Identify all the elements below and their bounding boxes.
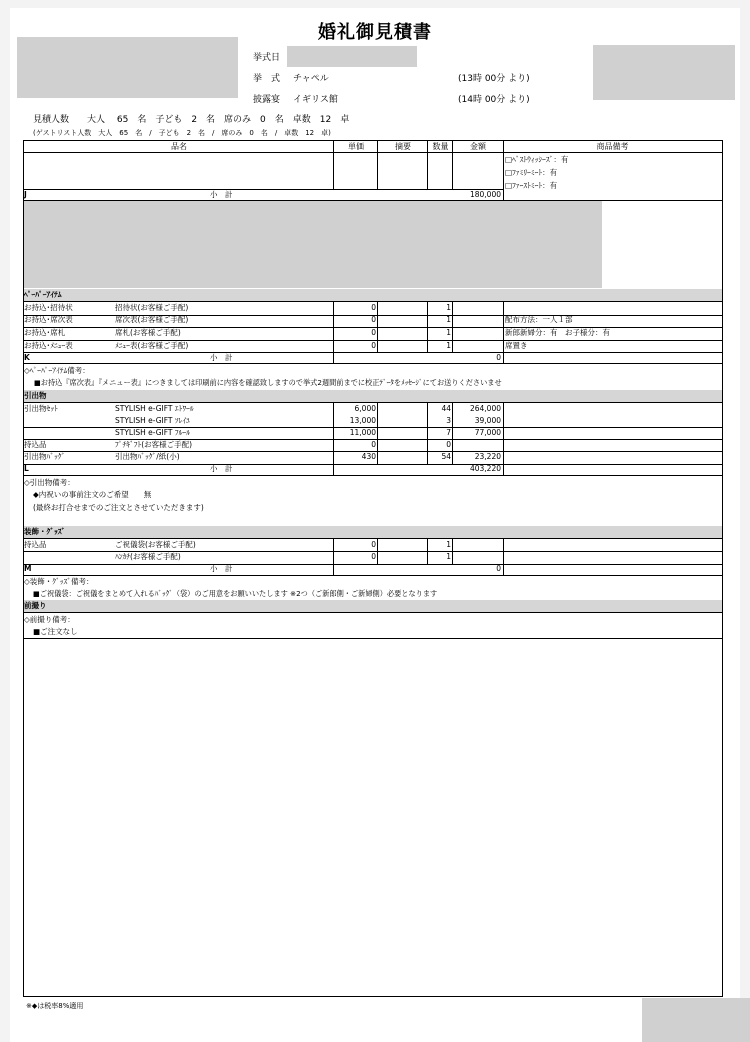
gift-amount-1: 264,000	[469, 404, 501, 413]
redacted-customer-block	[17, 37, 238, 98]
section-band-paper	[24, 289, 722, 301]
subtotal-j-value: 180,000	[469, 190, 501, 199]
gift-remark-2: (最終お打合せまでのご注文とさせていただきます)	[33, 503, 204, 512]
guest-counts: 見積人数 大人 65 名 子ども 2 名 席のみ 0 名 卓数 12 卓	[33, 115, 350, 125]
paper-cat-2: お持込･席次表	[24, 315, 73, 324]
paper-qty-1: 1	[446, 303, 451, 312]
reception-time: (14時 00分 より)	[458, 95, 530, 105]
gift-amount-3: 77,000	[474, 428, 501, 437]
paper-qty-2: 1	[446, 315, 451, 324]
gift-price-2: 13,000	[349, 416, 376, 425]
gift-item-3: STYLISH e-GIFT ﾌﾙｰﾙ	[115, 428, 190, 437]
paper-qty-4: 1	[446, 341, 451, 350]
paper-price-2: 0	[371, 315, 376, 324]
paper-note-3: 新郎新婦分：有 お子様分：有	[505, 328, 610, 337]
reception-label: 披露宴	[253, 95, 281, 105]
redacted-stamp-block	[593, 45, 735, 100]
subtotal-j-letter: J	[24, 190, 27, 199]
section-title-paper: ﾍﾟｰﾊﾟｰｱｲﾃﾑ	[24, 290, 62, 299]
gift-price-5: 430	[361, 452, 376, 461]
paper-remark: ■お持込『席次表』『メニュー表』につきましては印刷前に内容を確認致しますので挙式2週間前までに校正ﾃﾞｰﾀをﾒｯｾｰｼﾞにてお送りくださいませ	[34, 378, 502, 387]
paper-cat-3: お持込･席札	[24, 328, 66, 337]
gift-qty-5: 54	[441, 452, 451, 461]
redacted-ceremony-date	[287, 46, 417, 67]
guest-list-counts: (ゲストリスト人数 大人 65 名 / 子ども 2 名 / 席のみ 0 名 / 卓数 12 卓)	[33, 129, 331, 137]
paper-qty-3: 1	[446, 328, 451, 337]
gift-remark-1: ◆内祝いの事前注文のご希望 無	[33, 490, 152, 499]
note-best-wishes: □ﾍﾞｽﾄｳｨｯｼｰｽﾞ：有	[505, 155, 569, 164]
gift-remark-label: ◇引出物備考：	[24, 478, 75, 487]
decor-price-2: 0	[371, 552, 376, 561]
ceremony-date-label: 挙式日	[253, 53, 281, 63]
section-band-gifts	[24, 390, 722, 402]
reception-venue: イギリス館	[293, 95, 338, 105]
decor-item-2: ﾊﾝｶﾁ(お客様ご手配)	[115, 552, 181, 561]
subtotal-k-value: 0	[496, 353, 501, 362]
paper-price-1: 0	[371, 303, 376, 312]
gift-amount-2: 39,000	[474, 416, 501, 425]
ceremony-time: (13時 00分 より)	[458, 74, 530, 84]
col-amount: 金額	[470, 142, 486, 151]
estimate-table	[23, 140, 723, 997]
decor-item-1: ご祝儀袋(お客様ご手配)	[115, 540, 196, 549]
col-note: 商品備考	[596, 142, 629, 151]
col-summary: 摘要	[395, 142, 411, 151]
subtotal-k-letter: K	[24, 353, 30, 362]
col-item: 品名	[171, 142, 187, 151]
footer-tax-note: ※◆は税率8%適用	[26, 1002, 84, 1010]
gift-qty-4: 0	[446, 440, 451, 449]
subtotal-m-letter: M	[24, 564, 32, 573]
gift-price-1: 6,000	[354, 404, 376, 413]
section-title-pre: 前撮り	[24, 601, 47, 610]
gift-amount-5: 23,220	[474, 452, 501, 461]
note-family-meet: □ﾌｧﾐﾘｰﾐｰﾄ：有	[505, 168, 558, 177]
pre-remark-label: ◇前撮り備考：	[24, 615, 75, 624]
gift-cat-1: 引出物ｾｯﾄ	[24, 404, 58, 413]
redacted-footer-block	[642, 998, 750, 1042]
gift-price-4: 0	[371, 440, 376, 449]
gift-item-2: STYLISH e-GIFT ｿﾚｲﾕ	[115, 416, 190, 425]
paper-price-4: 0	[371, 341, 376, 350]
paper-cat-4: お持込･ﾒﾆｭｰ表	[24, 341, 73, 350]
decor-qty-1: 1	[446, 540, 451, 549]
gift-cat-5: 引出物ﾊﾞｯｸﾞ	[24, 452, 66, 461]
decor-cat-1: 持込品	[24, 540, 47, 549]
decor-price-1: 0	[371, 540, 376, 549]
paper-item-2: 席次表(お客様ご手配)	[115, 315, 189, 324]
paper-cat-1: お持込･招待状	[24, 303, 73, 312]
gift-item-5: 引出物ﾊﾞｯｸﾞ/紙(小)	[115, 452, 180, 461]
col-qty: 数量	[432, 142, 449, 151]
subtotal-l-label: 小 計	[210, 464, 233, 473]
subtotal-m-label: 小 計	[210, 564, 233, 573]
ceremony-venue: チャペル	[293, 74, 329, 84]
pre-remark: ■ご注文なし	[33, 627, 78, 636]
gift-qty-2: 3	[446, 416, 451, 425]
document-title: 婚礼御見積書	[318, 22, 432, 43]
gift-cat-4: 持込品	[24, 440, 47, 449]
gift-qty-3: 7	[446, 428, 451, 437]
paper-item-1: 招待状(お客様ご手配)	[115, 303, 189, 312]
paper-price-3: 0	[371, 328, 376, 337]
subtotal-k-label: 小 計	[210, 353, 233, 362]
ceremony-label: 挙 式	[253, 74, 281, 84]
gift-price-3: 11,000	[349, 428, 376, 437]
subtotal-j-label: 小 計	[210, 190, 233, 199]
note-first-meet: □ﾌｧｰｽﾄﾐｰﾄ：有	[505, 181, 558, 190]
gift-item-1: STYLISH e-GIFT ｴﾄﾜｰﾙ	[115, 404, 194, 413]
col-unit-price: 単価	[348, 142, 364, 151]
gift-item-4: ﾌﾟﾁｷﾞﾌﾄ(お客様ご手配)	[115, 440, 193, 449]
gift-qty-1: 44	[441, 404, 451, 413]
section-title-decor: 装飾・ｸﾞｯｽﾞ	[24, 527, 66, 536]
decor-qty-2: 1	[446, 552, 451, 561]
subtotal-l-letter: L	[24, 464, 29, 473]
paper-item-3: 席札(お客様ご手配)	[115, 328, 181, 337]
subtotal-l-value: 403,220	[469, 464, 501, 473]
subtotal-m-value: 0	[496, 564, 501, 573]
paper-note-2: 配布方法：一人１部	[505, 315, 573, 324]
section-band-pre	[24, 600, 722, 612]
paper-remark-label: ◇ﾍﾟｰﾊﾟｰｱｲﾃﾑ備考：	[24, 366, 90, 375]
section-title-gifts: 引出物	[24, 391, 47, 400]
decor-remark-label: ◇装飾・ｸﾞｯｽﾞ備考：	[24, 577, 94, 586]
section-band-decor	[24, 526, 722, 538]
paper-note-4: 席置き	[505, 341, 528, 350]
decor-remark: ■ご祝儀袋：ご祝儀をまとめて入れるﾊﾞｯｸﾞ（袋）のご用意をお願いいたします ※2つ（ご新郎側・ご新婦側）必要となります	[33, 589, 438, 598]
paper-item-4: ﾒﾆｭｰ表(お客様ご手配)	[115, 341, 189, 350]
